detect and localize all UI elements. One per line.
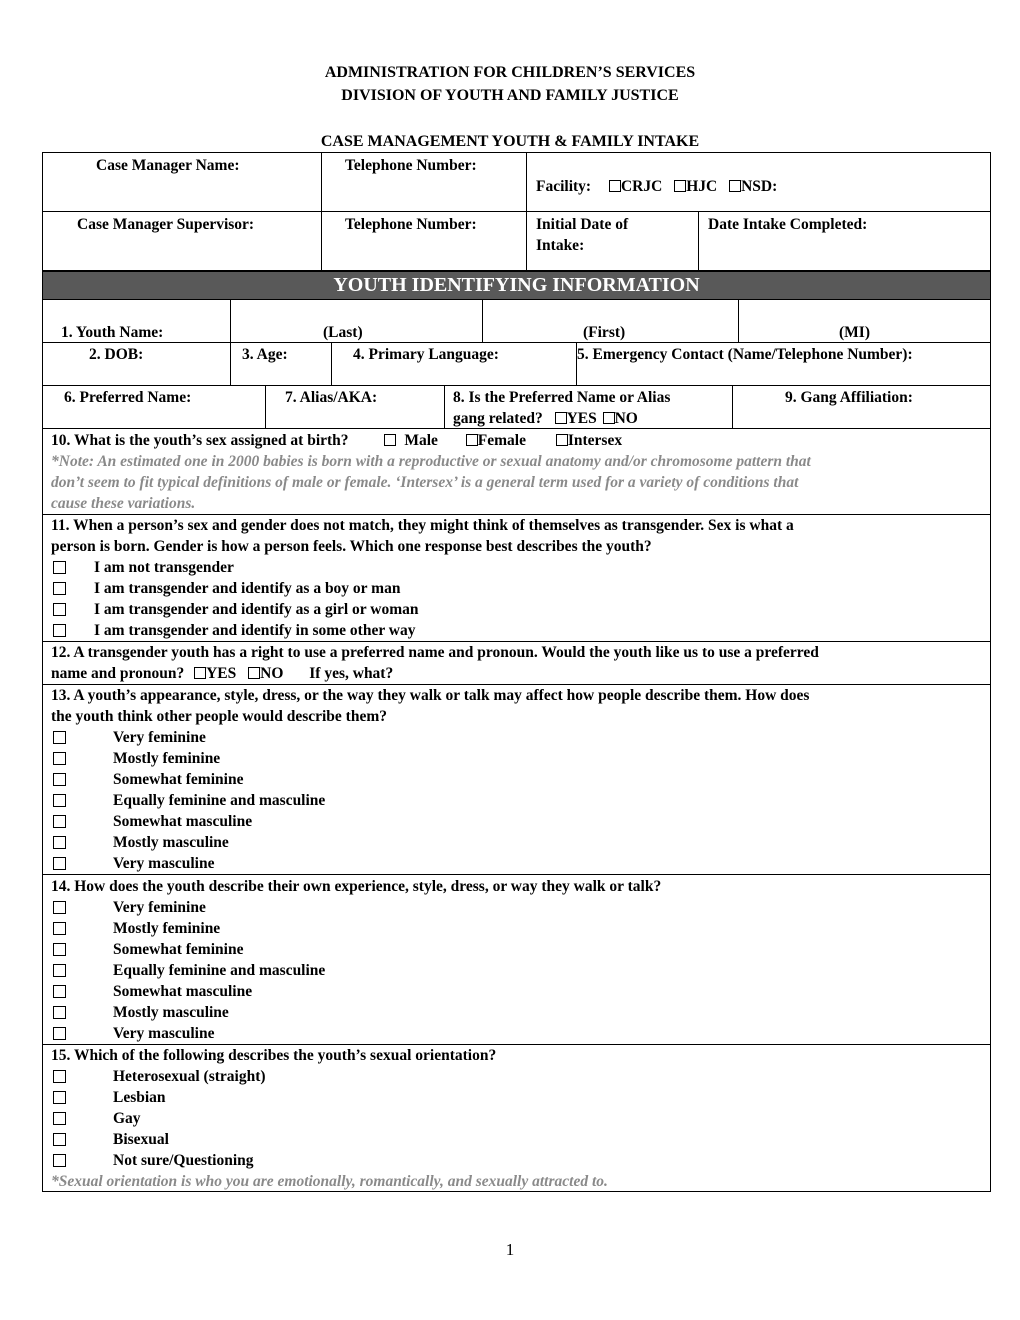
q11-option[interactable]: I am transgender and identify in some other way: [53, 620, 416, 641]
telephone-label-1: Telephone Number:: [345, 157, 477, 174]
hjc-label: HJC: [686, 178, 718, 195]
q13-checkbox[interactable]: [53, 857, 66, 870]
q15-checkbox[interactable]: [53, 1091, 66, 1104]
youth-name-label: 1. Youth Name:: [61, 324, 164, 341]
q14-option[interactable]: Mostly masculine: [53, 1002, 229, 1023]
q13-line1: 13. A youth’s appearance, style, dress, or the way they walk or talk may affect how people describe them. How does: [51, 687, 810, 704]
q13-checkbox[interactable]: [53, 731, 66, 744]
q11-line2: person is born. Gender is how a person feels. Which one response best describes the youth?: [51, 538, 652, 555]
form-title: CASE MANAGEMENT YOUTH & FAMILY INTAKE: [320, 133, 700, 150]
q11-option[interactable]: I am not transgender: [53, 557, 234, 578]
q15-line1: 15. Which of the following describes the youth’s sexual orientation?: [51, 1047, 497, 1064]
q13-option[interactable]: Somewhat feminine: [53, 769, 243, 790]
q14-checkbox[interactable]: [53, 1027, 66, 1040]
q13-option[interactable]: Equally feminine and masculine: [53, 790, 325, 811]
dob-label: 2. DOB:: [89, 346, 144, 363]
q13-option[interactable]: Mostly masculine: [53, 832, 229, 853]
last-name-label: (Last): [323, 324, 363, 341]
intersex-checkbox[interactable]: [556, 434, 568, 446]
q11-option[interactable]: I am transgender and identify as a boy or man: [53, 578, 400, 599]
page-number: 1: [505, 1240, 515, 1259]
intersex-label: Intersex: [567, 432, 623, 449]
q15-option[interactable]: Gay: [53, 1108, 141, 1129]
q15-checkbox[interactable]: [53, 1070, 66, 1083]
emergency-contact-label: 5. Emergency Contact (Name/Telephone Number):: [577, 346, 913, 363]
q12-line2-field: [51, 663, 393, 684]
first-name-label: (First): [583, 324, 626, 341]
q12-no-label: NO: [260, 665, 284, 682]
facility-field: [536, 176, 777, 197]
case-manager-name-label: Case Manager Name:: [96, 157, 240, 174]
q14-option[interactable]: Very masculine: [53, 1023, 214, 1044]
q13-option[interactable]: Somewhat masculine: [53, 811, 252, 832]
q10-note-line2: don’t seem to fit typical definitions of male or female. ‘Intersex’ is a general term used for a variety of conditions that: [51, 474, 799, 491]
q11-checkbox[interactable]: [53, 603, 66, 616]
q8-field: [453, 408, 638, 429]
q8-label-line2: gang related?: [453, 410, 543, 427]
q13-checkbox[interactable]: [53, 752, 66, 765]
q8-yes-label: YES: [566, 410, 597, 427]
q8-label-line1: 8. Is the Preferred Name or Alias: [453, 389, 671, 406]
q14-checkbox[interactable]: [53, 1006, 66, 1019]
q13-checkbox[interactable]: [53, 836, 66, 849]
q12-line1: 12. A transgender youth has a right to use a preferred name and pronoun. Would the youth like us to use a preferred: [51, 644, 819, 661]
q8-yes-checkbox[interactable]: [555, 412, 567, 424]
initial-date-label-2: Intake:: [536, 237, 585, 254]
q15-option[interactable]: Heterosexual (straight): [53, 1066, 266, 1087]
q14-checkbox[interactable]: [53, 985, 66, 998]
nsd-label: NSD:: [741, 178, 778, 195]
q14-option[interactable]: Equally feminine and masculine: [53, 960, 325, 981]
crjc-checkbox[interactable]: [609, 180, 621, 192]
q14-checkbox[interactable]: [53, 964, 66, 977]
age-label: 3. Age:: [242, 346, 288, 363]
q15-option[interactable]: Bisexual: [53, 1129, 169, 1150]
q10-question: [51, 430, 622, 451]
male-label: Male: [404, 432, 438, 449]
q14-line1: 14. How does the youth describe their own experience, style, dress, or way they walk or talk?: [51, 878, 662, 895]
q15-checkbox[interactable]: [53, 1112, 66, 1125]
q12-yes-checkbox[interactable]: [194, 667, 206, 679]
q11-checkbox[interactable]: [53, 582, 66, 595]
q14-option[interactable]: Somewhat feminine: [53, 939, 243, 960]
middle-initial-label: (MI): [839, 324, 870, 341]
male-checkbox[interactable]: [384, 434, 396, 446]
q14-option[interactable]: Mostly feminine: [53, 918, 220, 939]
q13-checkbox[interactable]: [53, 815, 66, 828]
alias-label: 7. Alias/AKA:: [285, 389, 378, 406]
q10-note-line3: cause these variations.: [51, 495, 196, 512]
q13-option[interactable]: Very feminine: [53, 727, 206, 748]
gang-affiliation-label: 9. Gang Affiliation:: [785, 389, 913, 406]
q13-checkbox[interactable]: [53, 794, 66, 807]
q12-line2: name and pronoun?: [51, 665, 185, 682]
q8-no-label: NO: [614, 410, 638, 427]
initial-date-label-1: Initial Date of: [536, 216, 629, 233]
supervisor-label: Case Manager Supervisor:: [77, 216, 255, 233]
q13-option[interactable]: Mostly feminine: [53, 748, 220, 769]
agency-title: ADMINISTRATION FOR CHILDREN’S SERVICES: [324, 64, 696, 81]
q15-option[interactable]: Lesbian: [53, 1087, 166, 1108]
q12-yes-label: YES: [206, 665, 237, 682]
q14-option[interactable]: Very feminine: [53, 897, 206, 918]
female-checkbox[interactable]: [466, 434, 478, 446]
q11-option[interactable]: I am transgender and identify as a girl or woman: [53, 599, 419, 620]
primary-language-label: 4. Primary Language:: [353, 346, 499, 363]
q13-option[interactable]: Very masculine: [53, 853, 214, 874]
q15-checkbox[interactable]: [53, 1133, 66, 1146]
q15-note: *Sexual orientation is who you are emotionally, romantically, and sexually attracted to.: [51, 1173, 608, 1190]
crjc-label: CRJC: [620, 178, 663, 195]
q13-checkbox[interactable]: [53, 773, 66, 786]
q12-ifyes-label: If yes, what?: [309, 665, 394, 682]
q10-note-line1: *Note: An estimated one in 2000 babies is born with a reproductive or sexual anatomy and/or chromosome pattern that: [51, 453, 811, 470]
q11-checkbox[interactable]: [53, 561, 66, 574]
telephone-label-2: Telephone Number:: [345, 216, 477, 233]
q10-text: 10. What is the youth’s sex assigned at birth?: [51, 432, 349, 449]
q15-option[interactable]: Not sure/Questioning: [53, 1150, 254, 1171]
female-label: Female: [477, 432, 526, 449]
q14-option[interactable]: Somewhat masculine: [53, 981, 252, 1002]
q14-checkbox[interactable]: [53, 943, 66, 956]
q11-line1: 11. When a person’s sex and gender does not match, they might think of themselves as transgender. Sex is what a: [51, 517, 794, 534]
preferred-name-label: 6. Preferred Name:: [64, 389, 192, 406]
nsd-checkbox[interactable]: [729, 180, 741, 192]
q8-no-checkbox[interactable]: [603, 412, 615, 424]
section-title-youth-info: YOUTH IDENTIFYING INFORMATION: [42, 271, 991, 299]
q12-no-checkbox[interactable]: [248, 667, 260, 679]
date-completed-label: Date Intake Completed:: [708, 216, 868, 233]
q13-line2: the youth think other people would describe them?: [51, 708, 387, 725]
q14-checkbox[interactable]: [53, 901, 66, 914]
q15-checkbox[interactable]: [53, 1154, 66, 1167]
division-title: DIVISION OF YOUTH AND FAMILY JUSTICE: [341, 87, 679, 104]
facility-label: Facility:: [536, 178, 592, 195]
hjc-checkbox[interactable]: [674, 180, 686, 192]
q14-checkbox[interactable]: [53, 922, 66, 935]
q11-checkbox[interactable]: [53, 624, 66, 637]
